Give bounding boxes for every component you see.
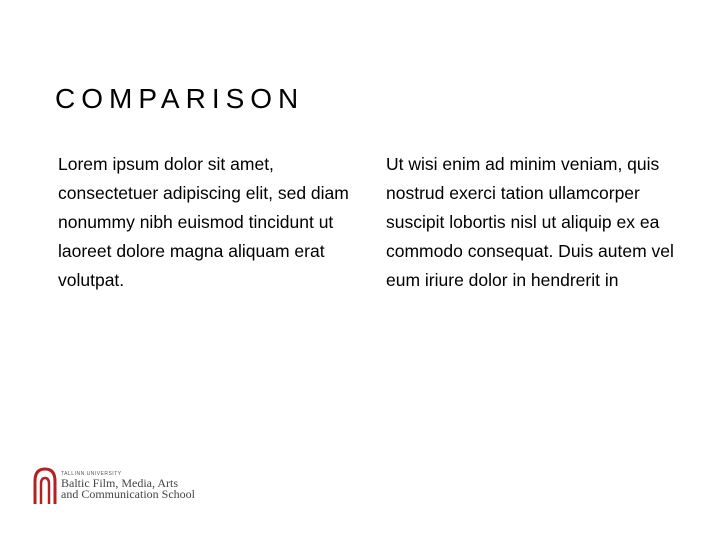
arch-logo-icon xyxy=(33,467,57,505)
left-column-text: Lorem ipsum dolor sit amet, consectetuer adipiscing elit, sed diam nonummy nibh euismod tincidunt ut laoreet dolore magna aliquam erat volutpat. xyxy=(58,154,349,290)
logo-line-2: and Communication School xyxy=(61,487,195,501)
logo-line-1: Baltic Film, Media, Arts xyxy=(61,476,178,490)
right-column-text: Ut wisi enim ad minim veniam, quis nostrud exerci tation ullamcorper suscipit lobortis nisl ut aliquip ex ea commodo consequat. Duis autem vel eum iriure dolor in hendrerit in xyxy=(386,154,674,290)
logo-university: TALLINN UNIVERSITY xyxy=(61,471,122,477)
logo-text xyxy=(61,470,195,500)
slide-title: COMPARISON xyxy=(55,83,305,114)
school-logo xyxy=(28,462,228,512)
